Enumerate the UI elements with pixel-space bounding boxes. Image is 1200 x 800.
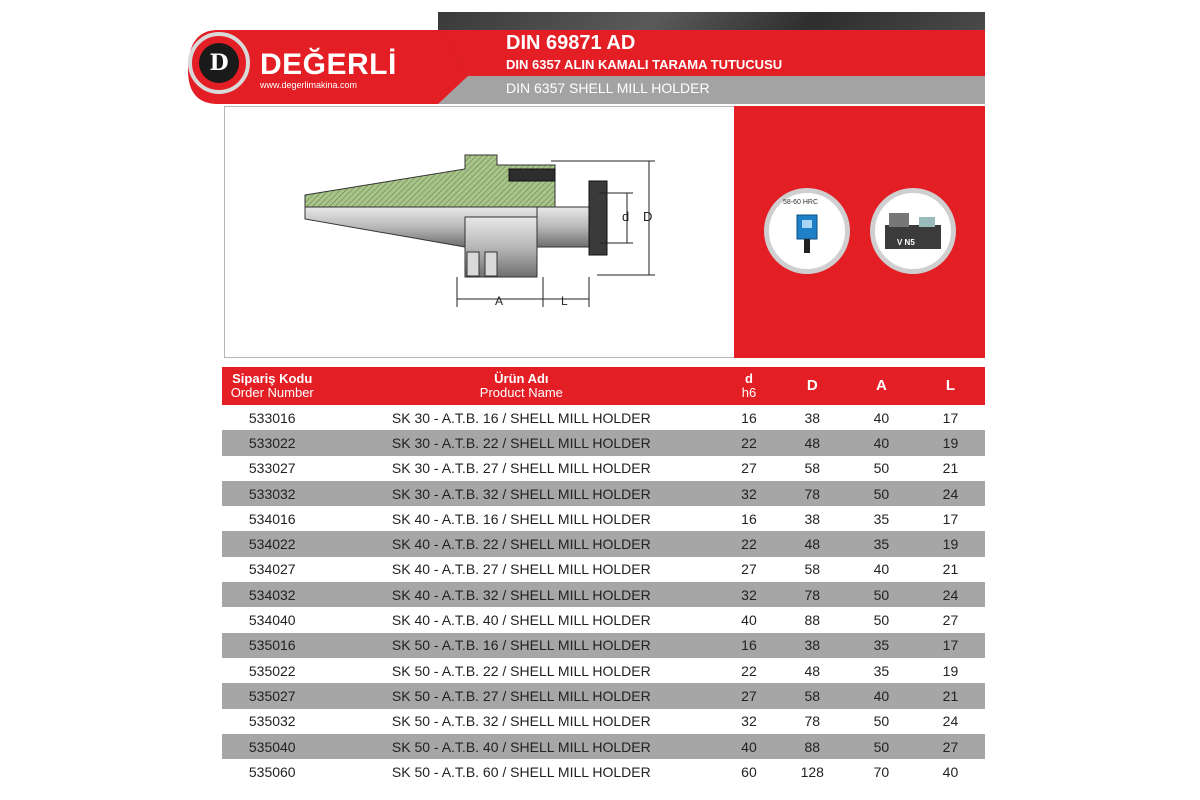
cell-order-number: 535040 [222, 734, 322, 759]
drive-key-right [485, 252, 497, 276]
surface-label: V N5 [897, 238, 915, 247]
clamp-screw-head [589, 181, 607, 255]
cell-d: 27 [720, 683, 778, 708]
cell-L: 21 [942, 460, 959, 477]
cell-D: 78 [804, 713, 821, 730]
cell-d: 27 [741, 561, 757, 578]
holder-drawing-svg [225, 107, 735, 357]
col-L-label: L [945, 377, 956, 394]
dim-L-label: L [561, 294, 568, 308]
cell-d: 27 [741, 460, 757, 477]
table-body [222, 405, 985, 784]
cell-d: 32 [720, 582, 778, 607]
cell-D: 78 [778, 481, 847, 506]
cell-D: 58 [778, 683, 847, 708]
cell-order-number: 535022 [248, 662, 296, 679]
table-row [222, 607, 985, 632]
cell-A: 40 [847, 430, 916, 455]
dim-A-label: A [495, 294, 504, 308]
col-d-top: d [744, 371, 753, 386]
cell-D: 38 [778, 633, 847, 658]
surface-finish-badge [870, 188, 956, 274]
dim-D-label: D [643, 209, 653, 224]
cell-D: 48 [778, 531, 847, 556]
technical-drawing [224, 106, 736, 358]
cell-order-number: 534040 [248, 612, 296, 629]
table-row [222, 405, 985, 430]
cell-product-name: SK 40 - A.T.B. 40 / SHELL MILL HOLDER [391, 612, 651, 629]
cell-product-name: SK 40 - A.T.B. 27 / SHELL MILL HOLDER [391, 561, 651, 578]
brand-logo-icon [188, 32, 250, 94]
table-header-row [222, 367, 985, 405]
cell-order-number: 534027 [248, 561, 296, 578]
cell-L: 19 [942, 662, 959, 679]
cell-A: 50 [873, 612, 890, 629]
cell-L: 21 [916, 683, 985, 708]
cell-product-name: SK 30 - A.T.B. 16 / SHELL MILL HOLDER [391, 409, 651, 426]
cell-A: 40 [873, 409, 890, 426]
col-D-label: D [806, 377, 818, 394]
cell-d: 16 [741, 510, 757, 527]
surface-tester-icon [875, 193, 951, 269]
cell-order-number: 533027 [248, 460, 296, 477]
cell-L: 24 [916, 582, 985, 607]
dim-d-label: d [622, 209, 630, 224]
cell-d: 32 [720, 481, 778, 506]
cell-D: 78 [778, 582, 847, 607]
hardness-tester-icon [769, 193, 845, 269]
cell-order-number: 535016 [222, 633, 322, 658]
feature-panel [734, 106, 985, 358]
col-order-tr: Sipariş Kodu [232, 371, 313, 386]
cell-L: 19 [916, 430, 985, 455]
cell-d: 32 [741, 713, 757, 730]
cell-D: 38 [804, 409, 821, 426]
cell-d: 22 [741, 662, 757, 679]
cell-order-number: 534032 [222, 582, 322, 607]
cell-product-name: SK 50 - A.T.B. 40 / SHELL MILL HOLDER [322, 734, 720, 759]
col-name-tr: Ürün Adı [494, 371, 549, 386]
cell-D: 128 [800, 763, 824, 780]
cell-L: 27 [916, 734, 985, 759]
product-table [222, 367, 985, 784]
cell-L: 27 [942, 612, 959, 629]
col-order-en: Order Number [230, 385, 314, 400]
table-row [222, 582, 985, 607]
cell-A: 50 [873, 460, 890, 477]
cell-A: 35 [873, 510, 890, 527]
col-A [847, 367, 916, 405]
cell-A: 50 [873, 713, 890, 730]
cell-product-name: SK 40 - A.T.B. 16 / SHELL MILL HOLDER [391, 510, 651, 527]
cell-D: 88 [804, 612, 821, 629]
cell-product-name: SK 30 - A.T.B. 27 / SHELL MILL HOLDER [391, 460, 651, 477]
table-row [222, 658, 985, 683]
cell-product-name: SK 30 - A.T.B. 22 / SHELL MILL HOLDER [322, 430, 720, 455]
cell-product-name: SK 40 - A.T.B. 32 / SHELL MILL HOLDER [322, 582, 720, 607]
cell-D: 48 [778, 430, 847, 455]
cell-L: 17 [916, 633, 985, 658]
cell-product-name: SK 50 - A.T.B. 60 / SHELL MILL HOLDER [391, 763, 651, 780]
table-row [222, 759, 985, 784]
cell-D: 58 [804, 561, 821, 578]
arbor-pilot [537, 207, 589, 247]
cell-d: 16 [741, 409, 757, 426]
cell-A: 50 [847, 481, 916, 506]
cell-product-name: SK 30 - A.T.B. 32 / SHELL MILL HOLDER [322, 481, 720, 506]
catalog-header [188, 12, 985, 104]
table-row [222, 481, 985, 506]
cell-L: 17 [942, 510, 959, 527]
cell-order-number: 534022 [222, 531, 322, 556]
cell-L: 24 [916, 481, 985, 506]
cell-D: 48 [804, 662, 821, 679]
cell-A: 40 [847, 683, 916, 708]
col-d [720, 367, 778, 405]
col-L [916, 367, 985, 405]
col-product-name [322, 367, 720, 405]
cell-order-number: 535032 [248, 713, 296, 730]
product-title-tr: DIN 6357 ALIN KAMALI TARAMA TUTUCUSU [506, 57, 783, 72]
table-row [222, 557, 985, 582]
cell-L: 40 [942, 763, 959, 780]
cell-d: 40 [741, 612, 757, 629]
cell-A: 35 [873, 662, 890, 679]
cell-A: 35 [847, 633, 916, 658]
cell-A: 50 [847, 582, 916, 607]
col-D [778, 367, 847, 405]
cell-A: 40 [873, 561, 890, 578]
cell-order-number: 535060 [248, 763, 296, 780]
cell-order-number: 533022 [222, 430, 322, 455]
cell-order-number: 533016 [248, 409, 296, 426]
cell-D: 88 [778, 734, 847, 759]
table-row [222, 709, 985, 734]
table-row [222, 430, 985, 455]
cell-L: 17 [942, 409, 959, 426]
col-A-label: A [875, 377, 887, 394]
cell-A: 35 [847, 531, 916, 556]
table-row [222, 506, 985, 531]
hardness-label: 58-60 HRC [783, 199, 819, 206]
drive-key-left [467, 252, 479, 276]
product-code-title: DIN 69871 AD [506, 32, 636, 54]
cell-order-number: 534016 [248, 510, 296, 527]
cell-L: 21 [942, 561, 959, 578]
cell-L: 24 [942, 713, 959, 730]
cell-order-number: 533032 [222, 481, 322, 506]
cell-product-name: SK 50 - A.T.B. 16 / SHELL MILL HOLDER [322, 633, 720, 658]
cell-d: 40 [720, 734, 778, 759]
logo-letter: D [199, 43, 239, 83]
col-order-number [222, 367, 322, 405]
table-row [222, 456, 985, 481]
cell-d: 22 [720, 531, 778, 556]
cell-product-name: SK 40 - A.T.B. 22 / SHELL MILL HOLDER [322, 531, 720, 556]
table-row [222, 683, 985, 708]
table-row [222, 531, 985, 556]
col-name-en: Product Name [479, 385, 563, 400]
table-row [222, 633, 985, 658]
cell-order-number: 535027 [222, 683, 322, 708]
cell-D: 38 [804, 510, 821, 527]
brand-name: DEĞERLİ [260, 48, 397, 81]
brand-website: www.degerlimakina.com [260, 80, 358, 90]
internal-screw [509, 169, 555, 181]
cell-d: 22 [720, 430, 778, 455]
product-title-en: DIN 6357 SHELL MILL HOLDER [506, 80, 710, 96]
cell-product-name: SK 50 - A.T.B. 22 / SHELL MILL HOLDER [391, 662, 651, 679]
cell-A: 50 [847, 734, 916, 759]
cell-d: 16 [720, 633, 778, 658]
cell-D: 58 [804, 460, 821, 477]
cell-d: 60 [741, 763, 757, 780]
col-d-bottom: h6 [741, 385, 757, 400]
cell-A: 70 [873, 763, 890, 780]
cell-product-name: SK 50 - A.T.B. 32 / SHELL MILL HOLDER [391, 713, 651, 730]
table-row [222, 734, 985, 759]
cell-L: 19 [916, 531, 985, 556]
cell-product-name: SK 50 - A.T.B. 27 / SHELL MILL HOLDER [322, 683, 720, 708]
hardness-badge [764, 188, 850, 274]
